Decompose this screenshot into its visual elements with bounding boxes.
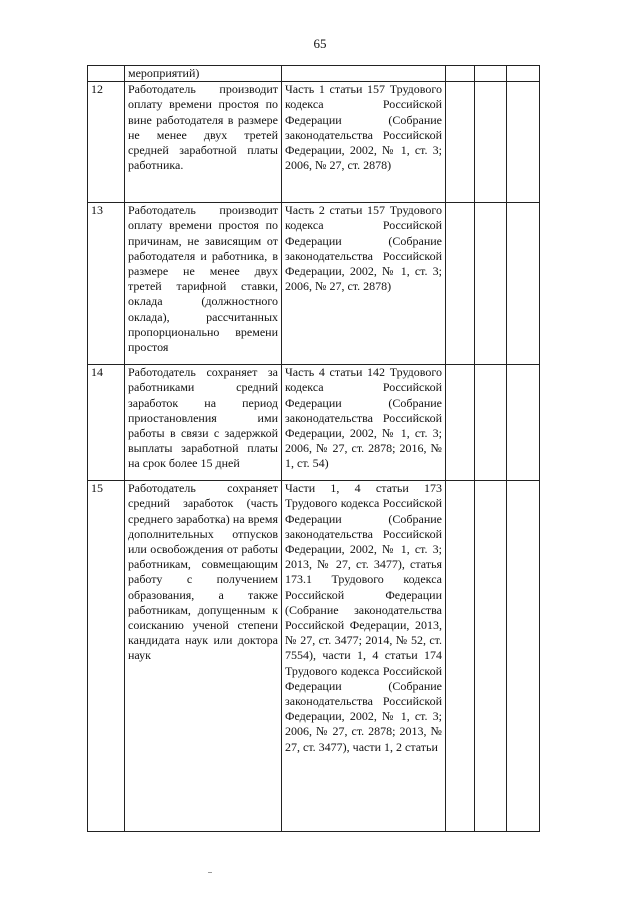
reference-cell: Части 1, 4 статьи 173 Трудового кодекса Российской Федерации (Собрание законодательства Российской Федерации, 2002, № 1, ст. 3; 2013, № 27, ст. 3477), статья 173.1 Трудового кодекса Российской Федерации (Собрание законодательства Российской Федерации, 2013, № 27, ст. 3477; 2014, № 52, ст. 7554), части 1, 4 статьи 174 Трудового кодекса Российской Федерации (Собрание законодательства Российской Федерации, 2002, № 1, ст. 3; 2006, № 27, ст. 2878; 2013, № 27, ст. 3477), части 1, 2 статьи (282, 481, 446, 832)
table-row (88, 66, 540, 82)
table-row (88, 203, 540, 365)
reference-cell: Часть 4 статьи 142 Трудового кодекса Российской Федерации (Собрание законодательства Российской Федерации, 2002, № 1, ст. 3; 2006, № 27, ст. 2878; 2016, № 1, ст. 54) (282, 365, 446, 481)
answer-yes-cell (446, 82, 475, 203)
answer-na-cell (507, 203, 540, 365)
scan-speck (208, 872, 212, 873)
row-number: 12 (88, 82, 125, 203)
page-number: 65 (313, 36, 327, 51)
reference-cell (282, 66, 446, 82)
answer-na-cell (507, 481, 540, 832)
row-number: 14 (88, 365, 125, 481)
answer-yes-cell (446, 66, 475, 82)
answer-no-cell (475, 365, 507, 481)
reference-cell: Часть 1 статьи 157 Трудового кодекса Российской Федерации (Собрание законодательства Российской Федерации, 2002, № 1, ст. 3; 2006, № 27, ст. 2878) (282, 82, 446, 203)
table-row (88, 82, 540, 203)
requirement-cell: Работодатель производит оплату времени простоя по вине работодателя в размере не менее двух третей средней заработной платы работника. (125, 82, 282, 203)
row-number (88, 66, 125, 82)
requirement-cell: Работодатель сохраняет средний заработок (часть среднего заработка) на время дополнительных отпусков или освобождения от работы работникам, совмещающим работу с получением образования, а также работникам, допущенным к соисканию ученой степени кандидата наук или доктора наук (125, 481, 282, 832)
answer-na-cell (507, 365, 540, 481)
row-number: 13 (88, 203, 125, 365)
requirement-cell: Работодатель производит оплату времени простоя по причинам, не зависящим от работодателя и работника, в размере не менее двух третей тарифной ставки, оклада (должностного оклада), рассчитанных пропорционально времени простоя (125, 203, 282, 365)
requirement-cell: Работодатель сохраняет за работниками средний заработок на период приостановления ими работы в связи с задержкой выплаты заработной платы на срок более 15 дней (125, 365, 282, 481)
requirements-table (87, 65, 540, 832)
answer-na-cell (507, 66, 540, 82)
table-row (88, 481, 540, 832)
reference-cell: Часть 2 статьи 157 Трудового кодекса Российской Федерации (Собрание законодательства Российской Федерации, 2002, № 1, ст. 3; 2006, № 27, ст. 2878) (282, 203, 446, 365)
answer-no-cell (475, 66, 507, 82)
requirement-cell: мероприятий) (125, 66, 282, 82)
answer-na-cell (507, 82, 540, 203)
answer-no-cell (475, 82, 507, 203)
table-row (88, 365, 540, 481)
answer-yes-cell (446, 203, 475, 365)
answer-no-cell (475, 203, 507, 365)
row-number: 15 (88, 481, 125, 832)
answer-yes-cell (446, 481, 475, 832)
answer-no-cell (475, 481, 507, 832)
answer-yes-cell (446, 365, 475, 481)
